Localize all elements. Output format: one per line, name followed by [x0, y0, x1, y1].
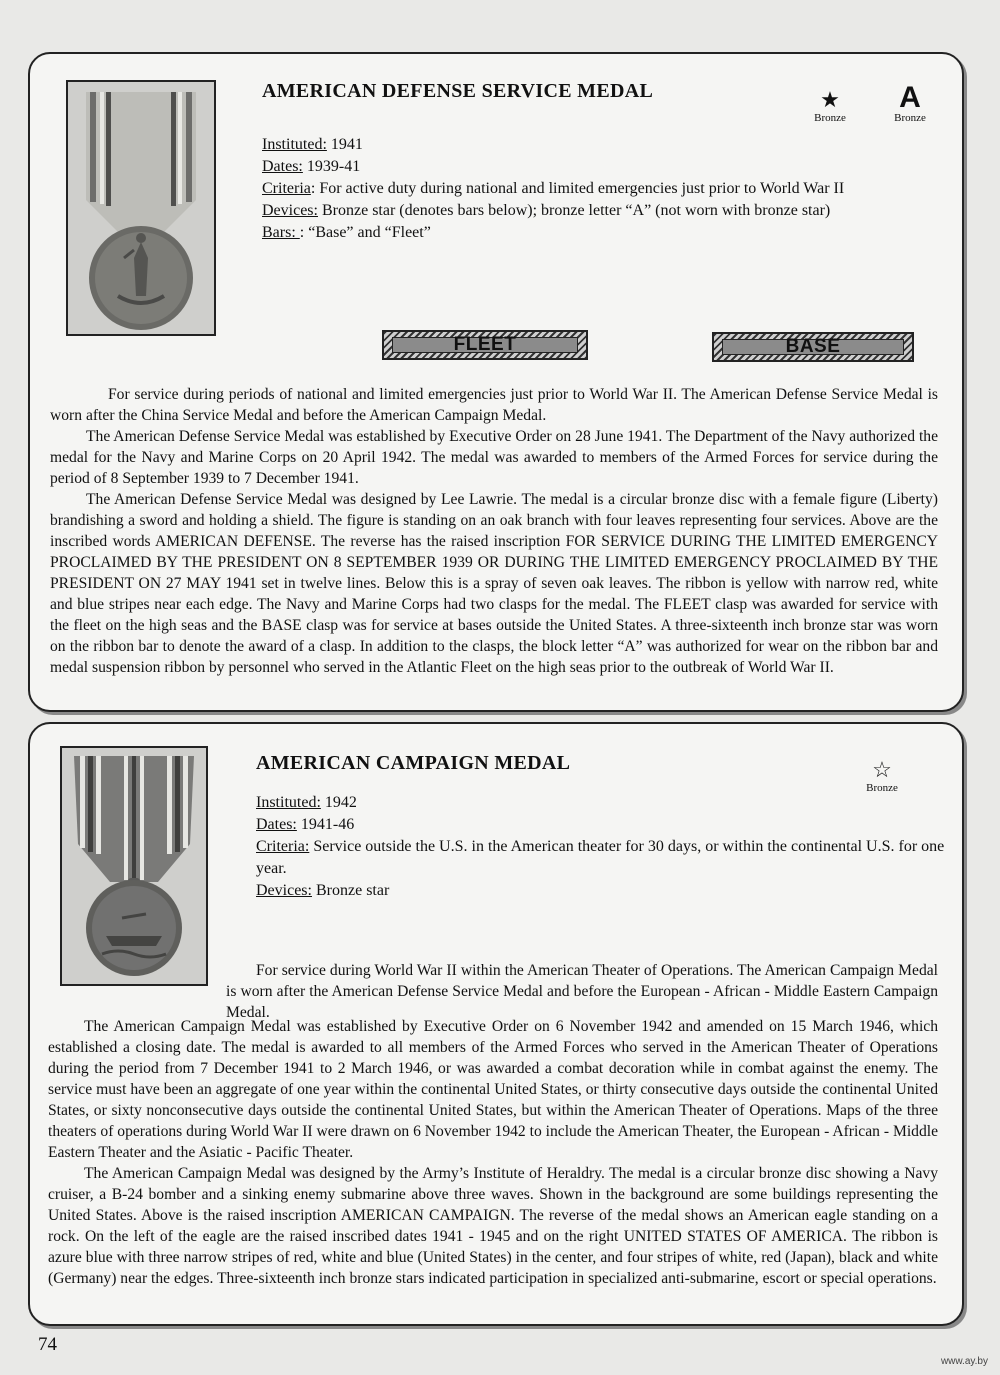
base-clasp	[712, 332, 914, 362]
criteria-row: Criteria: Service outside the U.S. in the American theater for 30 days, or within the continental U.S. for one year.	[256, 838, 945, 877]
star-icon: ★	[820, 87, 840, 112]
medal-facts	[256, 792, 946, 902]
star-icon: ☆	[872, 757, 892, 782]
american-campaign-medal-panel	[28, 722, 964, 1326]
bronze-star-device	[854, 758, 910, 794]
instituted-row: Instituted: 1941	[262, 136, 363, 153]
device-label: Bronze	[894, 112, 926, 124]
medal-facts	[262, 134, 942, 244]
bars-row: Bars: : “Base” and “Fleet”	[262, 224, 431, 241]
criteria-row: Criteria: For active duty during national and limited emergencies just prior to World War II	[262, 180, 845, 197]
paragraph: The American Campaign Medal was established by Executive Order on 6 November 1942 and amended on 15 March 1946, which established a closing date. The medal is awarded to all members of the Armed Forces who served in the American Theater of Operations during the period from 7 December 1941 to 2 March 1946, or was awarded a combat decoration while in combat against the enemy. The service must have been an aggregate of one year within the continental United States, or thirty consecutive days outside the continental United States, or sixty nonconsecutive days outside the continental United States, but within the American Theater of Operations. Maps of the three theaters of operations during World War II were drawn on 6 November 1942 to include the American Theater, the European - African - Middle Eastern Theater and the Asiatic - Pacific Theater.	[48, 1018, 938, 1161]
medal-image	[62, 748, 206, 984]
section-intro	[226, 960, 938, 1023]
paragraph: The American Defense Service Medal was established by Executive Order on 28 June 1941. The Department of the Navy authorized the medal for the Navy and Marine Corps on 20 April 1942. The medal was awarded to members of the Armed Forces for service during the period of 8 September 1939 to 7 December 1941.	[50, 428, 938, 487]
devices-row: Devices: Bronze star (denotes bars below); bronze letter “A” (not worn with bronze star)	[262, 202, 831, 219]
section-body	[50, 384, 938, 678]
device-label: Bronze	[866, 782, 898, 794]
american-campaign-medal-photo	[60, 746, 208, 986]
paragraph: The American Defense Service Medal was designed by Lee Lawrie. The medal is a circular bronze disc with a female figure (Liberty) brandishing a sword and holding a shield. The figure is standing on an oak branch with four leaves representing four services. Above are the inscribed words AMERICAN DEFENSE. The reverse has the raised inscription FOR SERVICE DURING THE LIMITED EMERGENCY PROCLAIMED BY THE PRESIDENT ON 8 SEPTEMBER 1939 OR DURING THE LIMITED EMERGENCY PROCLAIMED BY THE PRESIDENT ON 27 MAY 1941 set in twelve lines. Below this is a spray of seven oak leaves. The ribbon is yellow with narrow red, white and blue stripes near each edge. The Navy and Marine Corps had two clasps for the medal. The FLEET clasp was awarded for service with the fleet on the high seas and the BASE clasp was for service at bases outside the United States. A three-sixteenth inch bronze star was worn on the ribbon bar to denote the award of a clasp. In addition to the clasps, the block letter “A” was authorized for wear on the ribbon bar and medal suspension ribbon by personnel who served in the Atlantic Fleet on the high seas prior to the outbreak of World War II.	[50, 491, 938, 676]
fleet-clasp	[382, 330, 588, 360]
medal-image	[68, 82, 214, 334]
bronze-letter-a-device	[882, 81, 938, 124]
fleet-clasp-label: FLEET	[392, 337, 578, 353]
section-body	[48, 1016, 938, 1289]
page-number: 74	[38, 1334, 57, 1355]
device-label: Bronze	[814, 112, 846, 124]
section-title: AMERICAN DEFENSE SERVICE MEDAL	[262, 80, 654, 102]
letter-a-icon: A	[899, 81, 921, 114]
paragraph: For service during World War II within the American Theater of Operations. The American Campaign Medal is worn after the American Defense Service Medal and before the European - African - Middle Eastern Campaign Medal.	[226, 962, 938, 1021]
american-defense-service-medal-photo	[66, 80, 216, 336]
dates-row: Dates: 1941-46	[256, 816, 355, 833]
instituted-row: Instituted: 1942	[256, 794, 357, 811]
paragraph: For service during periods of national and limited emergencies just prior to World War II. The American Defense Service Medal is worn after the China Service Medal and before the American Campaign Medal.	[50, 386, 938, 424]
bronze-star-device	[802, 88, 858, 124]
dates-row: Dates: 1939-41	[262, 158, 361, 175]
devices-row: Devices: Bronze star	[256, 882, 390, 899]
paragraph: The American Campaign Medal was designed by the Army’s Institute of Heraldry. The medal is a circular bronze disc showing a Navy cruiser, a B-24 bomber and a sinking enemy submarine above three waves. Shown in the background are some buildings representing the United States. Above is the raised inscription AMERICAN CAMPAIGN. The reverse of the medal shows an American eagle standing on a rock. On the left of the eagle are the raised inscribed dates 1941 - 1945 and on the right UNITED STATES OF AMERICA. The ribbon is azure blue with three narrow stripes of red, white and blue (United States) in the center, and four stripes of white, red (Japan), black and white (Germany) near the edges. Three-sixteenth inch bronze stars indicated participation in specialized anti-submarine, escort or special operations.	[48, 1165, 938, 1287]
american-defense-service-medal-panel	[28, 52, 964, 712]
base-clasp-label: BASE	[722, 339, 904, 355]
watermark: www.ay.by	[940, 1356, 988, 1367]
section-title: AMERICAN CAMPAIGN MEDAL	[256, 752, 571, 774]
